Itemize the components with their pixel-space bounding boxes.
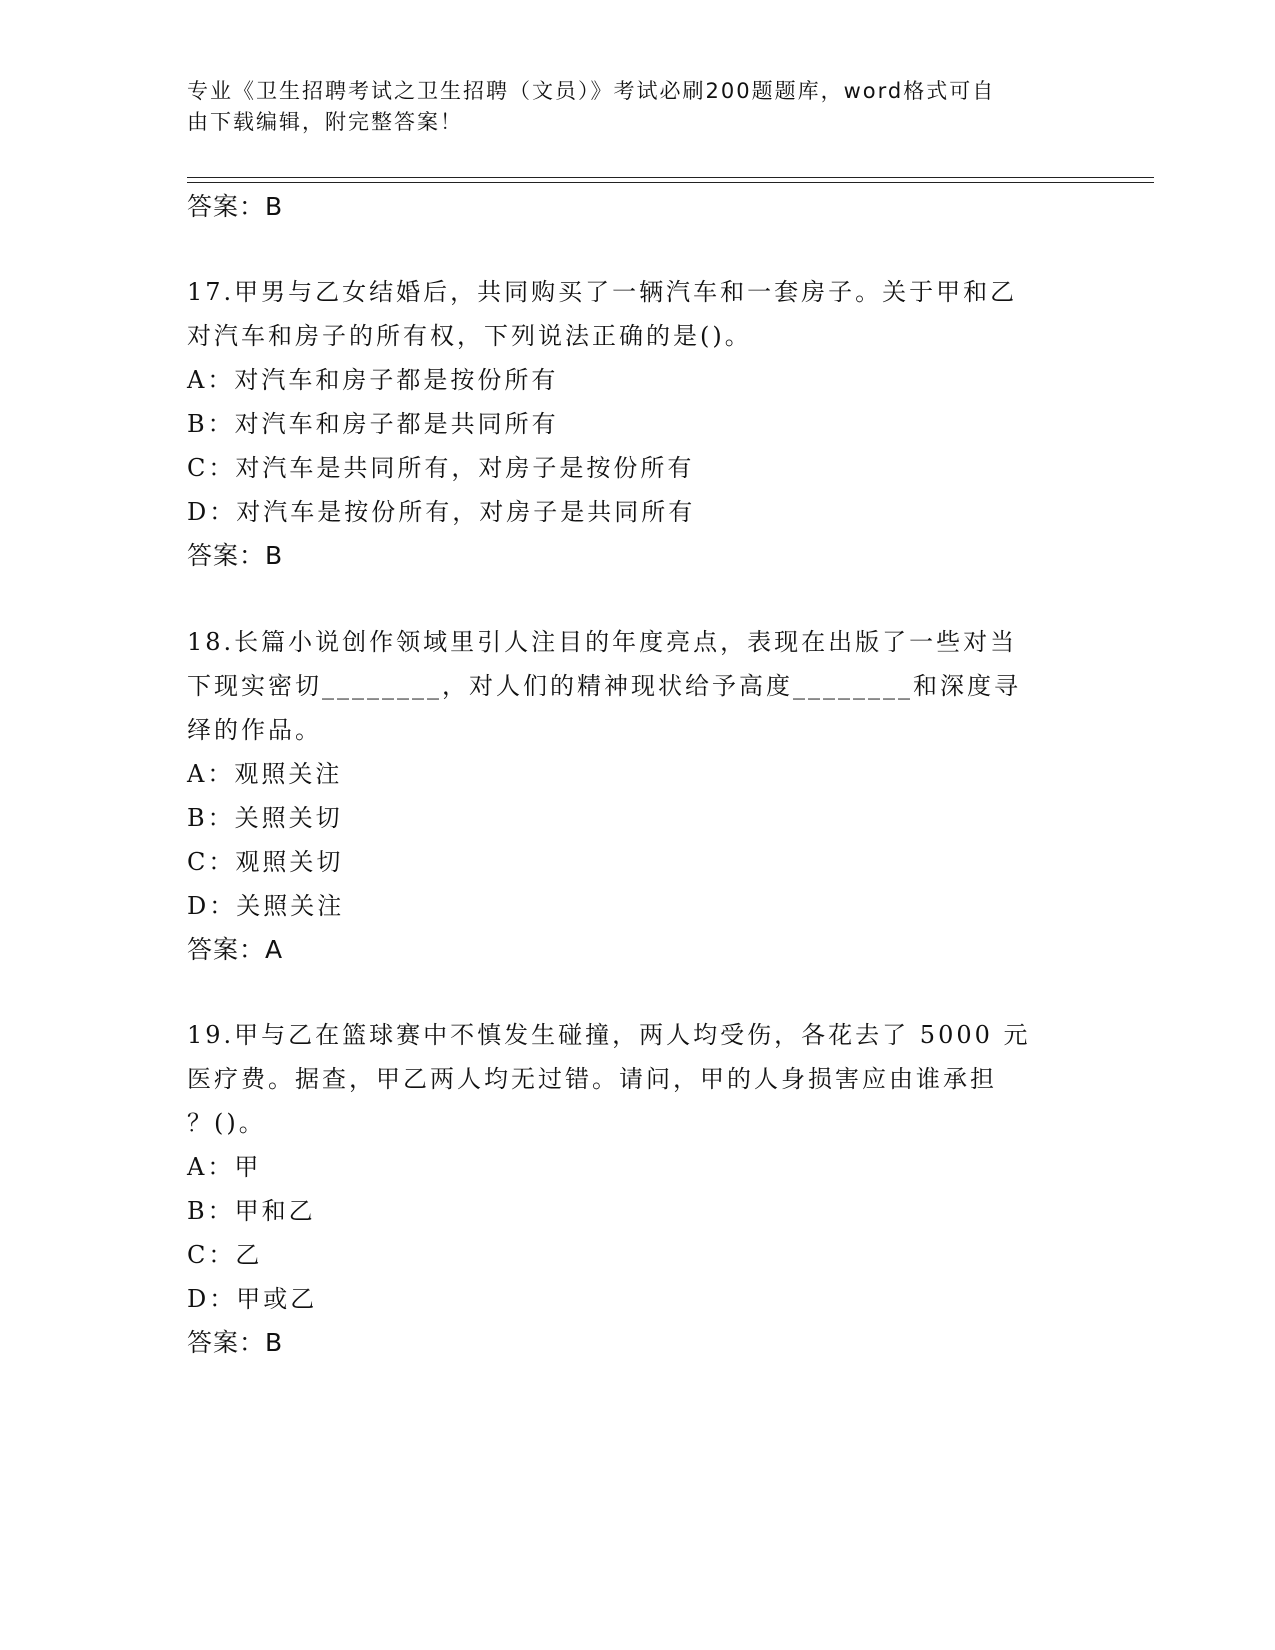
question-19-option-a: A：甲 [187,1153,262,1181]
question-18-answer: 答案：A [187,935,284,964]
question-18-text-line-1: 18.长篇小说创作领域里引人注目的年度亮点，表现在出版了一些对当 [187,628,1018,656]
question-19-text-line-3: ？()。 [187,1109,266,1137]
header-line-2: 由下载编辑，附完整答案！ [187,110,463,134]
question-19-answer: 答案：B [187,1328,284,1357]
question-17-option-d: D：对汽车是按份所有，对房子是共同所有 [187,498,696,526]
question-19-option-d: D：甲或乙 [187,1285,318,1313]
header-line-1: 专业《卫生招聘考试之卫生招聘（文员）》考试必刷200题题库，word格式可自 [187,79,996,103]
question-19-text-line-1: 19.甲与乙在篮球赛中不慎发生碰撞，两人均受伤，各花去了 5000 元 [187,1021,1031,1049]
question-17-option-a: A：对汽车和房子都是按份所有 [187,366,559,394]
question-18-option-d: D：关照关注 [187,892,345,920]
question-17-answer: 答案：B [187,541,284,570]
question-19-option-c: C：乙 [187,1241,263,1269]
question-17-text-line-1: 17.甲男与乙女结婚后，共同购买了一辆汽车和一套房子。关于甲和乙 [187,278,1018,306]
question-18-option-b: B：关照关切 [187,804,343,832]
question-17-option-c: C：对汽车是共同所有，对房子是按份所有 [187,454,695,482]
question-17-text-line-2: 对汽车和房子的所有权，下列说法正确的是()。 [187,322,752,350]
header-rule [187,177,1154,178]
question-18-text-line-2: 下现实密切________，对人们的精神现状给予高度________和深度寻 [187,672,1021,700]
question-19-text-line-2: 医疗费。据查，甲乙两人均无过错。请问，甲的人身损害应由谁承担 [187,1065,997,1093]
question-18-text-line-3: 绎的作品。 [187,716,322,744]
page-header [187,76,1067,138]
question-17-option-b: B：对汽车和房子都是共同所有 [187,410,559,438]
header-rule-secondary [187,182,1154,183]
answer-line: 答案：B [187,192,284,221]
question-18-option-a: A：观照关注 [187,760,343,788]
question-19-option-b: B：甲和乙 [187,1197,316,1225]
question-18-option-c: C：观照关切 [187,848,344,876]
